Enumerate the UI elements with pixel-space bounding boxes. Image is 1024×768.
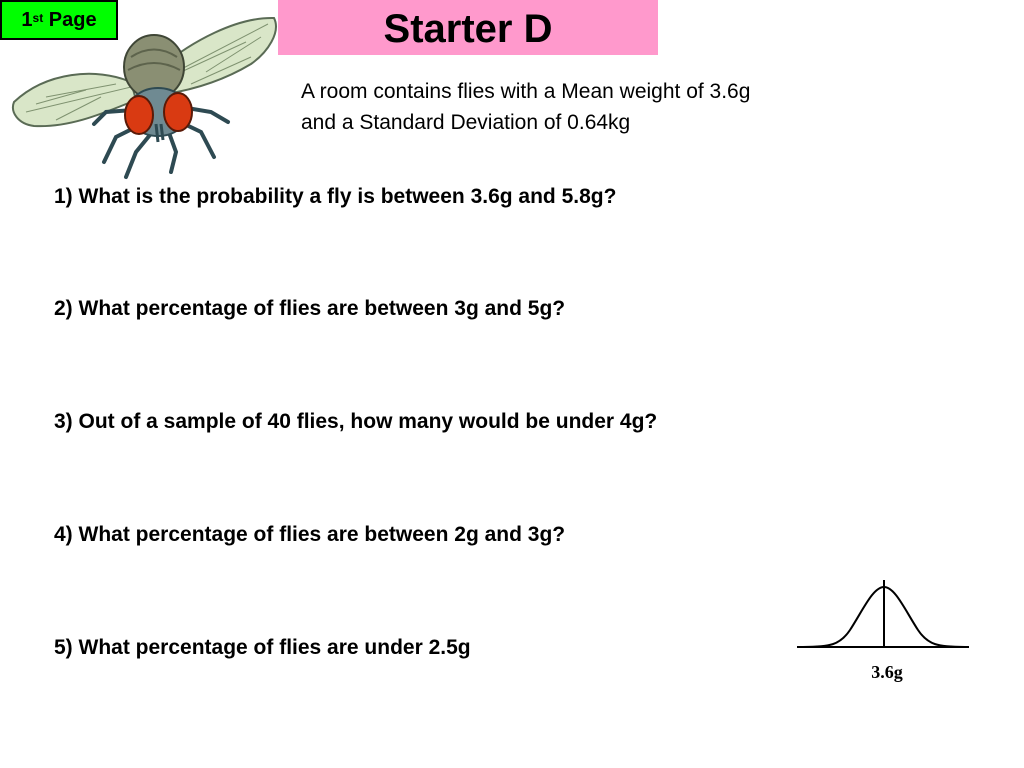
- intro-line-2: and a Standard Deviation of 0.64kg: [301, 111, 631, 134]
- intro-text: [301, 76, 981, 138]
- page-word: Page: [48, 9, 97, 31]
- question-2: 2) What percentage of flies are between 3g and 5g?: [54, 297, 566, 320]
- intro-line-1: A room contains flies with a Mean weight of 3.6g: [301, 80, 751, 103]
- page-number: 1: [21, 9, 33, 31]
- question-1: 1) What is the probability a fly is between 3.6g and 5.8g?: [54, 185, 617, 208]
- question-4: 4) What percentage of flies are between 2g and 3g?: [54, 523, 566, 546]
- normal-curve-diagram: [795, 575, 973, 657]
- fly-icon: [6, 12, 281, 182]
- mean-label: 3.6g: [871, 662, 903, 682]
- page-suffix: st: [32, 11, 44, 25]
- page-title: Starter D: [278, 0, 658, 55]
- question-5: 5) What percentage of flies are under 2.5g: [54, 636, 471, 659]
- question-3: 3) Out of a sample of 40 flies, how many would be under 4g?: [54, 410, 658, 433]
